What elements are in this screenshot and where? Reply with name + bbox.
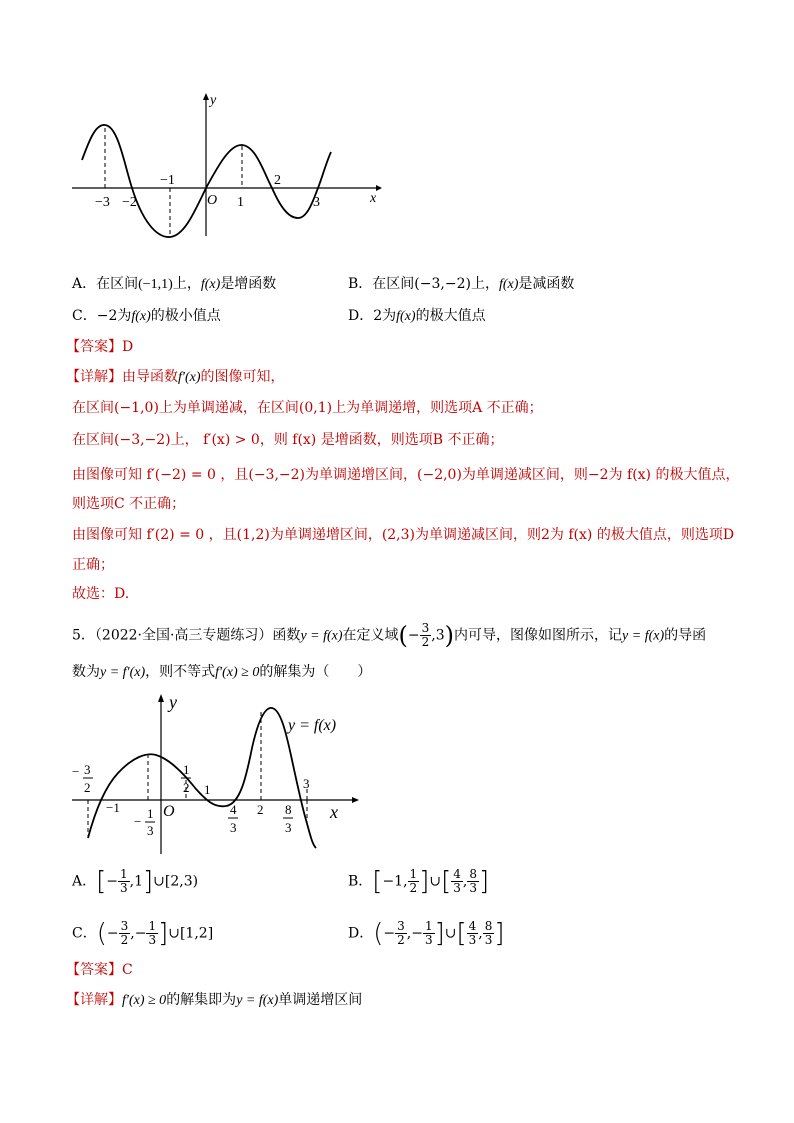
q4-detail-line8: 故选：D. (72, 586, 130, 602)
option-b-interval: (−3,−2) (414, 276, 471, 292)
q5-option-b: B．[−1, $\frac{1}{2}$ ]∪[ $\frac{4}{3}$ , $\frac{8}{3}$ ] (348, 866, 490, 897)
tick-neg3: −3 (95, 195, 110, 210)
q5-func: y = f(x) (622, 628, 665, 644)
q5-text: 内可导，图像如图所示，记 (454, 627, 623, 644)
tick-2: 2 (274, 173, 281, 188)
option-d-func: f(x) (396, 309, 416, 324)
tick-neg-three-halves-den: 2 (84, 780, 91, 795)
tick-one: 1 (204, 782, 211, 797)
q4-detail-line5: 则选项C 不正确； (72, 496, 186, 512)
origin-label: O (163, 803, 175, 820)
option-c-tail: ∪[1,2] (168, 925, 214, 942)
q5-text: 的导函 (664, 627, 707, 644)
q4-detail-line4: 由图像可知 f′(−2) = 0 ，且(−3,−2)为单调递增区间，(−2,0)为单调递减区间，则−2为 f(x) 的极大值点， (72, 467, 740, 483)
answer-value: C (122, 962, 133, 978)
tick-half-den: 2 (183, 780, 190, 795)
q4-detail-line1 (66, 367, 285, 388)
option-d-end: 的极大值点 (415, 308, 486, 324)
y-axis-label: y (210, 93, 217, 108)
derivative-graph-1 (60, 88, 390, 248)
answer-label: 【答案】 (66, 339, 122, 355)
q5-ineq: f′(x) ≥ 0 (215, 665, 260, 680)
svg-text:−: − (72, 764, 80, 779)
q4-option-c (72, 306, 221, 327)
option-d-prefix: D．2为 (348, 308, 397, 324)
option-a-func: f(x) (200, 277, 221, 292)
answer-label: 【答案】 (66, 962, 122, 978)
tick-neg1: −1 (160, 173, 175, 188)
tick-3: 3 (313, 195, 320, 210)
option-b-prefix: B．在区间 (348, 276, 415, 292)
x-axis-label: x (370, 191, 377, 206)
q5-text: 数为 (72, 664, 100, 680)
q5-func: y = f(x) (300, 628, 343, 644)
option-b-func: f(x) (498, 277, 519, 292)
q4-detail-line3: 在区间(−3,−2)上， f′(x) > 0，则 f(x) 是增函数，则选项B 不正确； (72, 432, 504, 448)
tick-half-num: 1 (183, 762, 190, 777)
q5-text: 在定义域 (342, 627, 399, 644)
frac-den: 2 (421, 635, 430, 649)
answer-value: D (122, 339, 134, 355)
curve-label: y = f(x) (288, 717, 337, 734)
q5-domain-frac (420, 622, 432, 649)
q4-option-d (348, 306, 486, 327)
option-d-label: D． (348, 925, 374, 942)
q5-option-c: C．(− $\frac{3}{2}$ ,− $\frac{1}{3}$ ]∪[1,2] (72, 918, 214, 949)
tick-four-thirds-num: 4 (230, 802, 237, 817)
option-a-tail: ∪[2,3) (153, 873, 199, 890)
tick-two: 2 (257, 802, 264, 817)
option-b-end: 是减函数 (518, 276, 575, 292)
q5-text: 的解集为（ ） (259, 664, 372, 680)
origin-label: O (207, 193, 218, 208)
option-a-prefix: A．在区间 (72, 276, 139, 292)
q5-option-a: A．[− $\frac{1}{3}$ ,1]∪[2,3) (72, 866, 199, 897)
q5-option-d: D．(− $\frac{3}{2}$ ,− $\frac{1}{3}$ ]∪[ $\frac{4}{3}$ , $\frac{8}{3}$ ] (348, 918, 505, 949)
q4-detail-line2: 在区间(−1,0)上为单调递减，在区间(0,1)上为单调递增，则选项A 不正确； (72, 400, 543, 416)
option-a-label: A． (72, 873, 97, 890)
tick-eight-thirds-num: 8 (285, 802, 292, 817)
tick-neg-three-halves-num: 3 (84, 762, 91, 777)
frac-num: 3 (421, 621, 430, 635)
tick-three: 3 (303, 776, 310, 791)
q5-source: 5．（2022·全国·高三专题练习）函数 (72, 627, 301, 644)
q5-stem-line2 (72, 662, 371, 683)
detail-text: 的图像可知， (200, 369, 285, 385)
detail-text: 的解集即为 (166, 992, 237, 1008)
option-c-end: 的极小值点 (150, 308, 221, 324)
option-a-end: 是增函数 (220, 276, 277, 292)
svg-text:−: − (134, 814, 142, 829)
q5-detail (66, 990, 362, 1011)
detail-ineq: f′(x) ≥ 0 (122, 993, 167, 1008)
option-a-mid: 上， (172, 276, 201, 292)
function-graph-2 (66, 688, 366, 860)
tick-eight-thirds-den: 3 (285, 820, 292, 835)
option-c-prefix: C．−2为 (72, 308, 132, 324)
option-c-func: f(x) (131, 309, 151, 324)
q4-detail-line7: 正确； (72, 557, 114, 573)
q4-option-b (348, 274, 574, 295)
q5-func: y = f′(x) (100, 665, 146, 680)
detail-text: 由导函数 (122, 369, 178, 385)
option-a-interval: (−1,1) (138, 277, 173, 292)
q5-stem-line1: 5．（2022·全国·高三专题练习）函数y = f(x)在定义域(− $\frac{3}{2}$ ,3)内可导，图像如图所示，记y = f(x)的导函 (72, 621, 707, 650)
tick-neg-one: −1 (106, 800, 120, 815)
detail-func: f′(x) (178, 370, 201, 385)
detail-text: 单调递增区间 (278, 992, 363, 1008)
q5-answer (66, 960, 133, 980)
option-b-label: B． (348, 873, 373, 890)
detail-label: 【详解】 (66, 369, 122, 385)
y-axis-label: y (169, 692, 177, 712)
detail-label: 【详解】 (66, 992, 122, 1008)
q5-text: ，则不等式 (145, 664, 216, 680)
tick-neg-one-third-num: 1 (147, 806, 154, 821)
q4-answer (66, 337, 133, 357)
tick-neg2: −2 (122, 195, 137, 210)
q4-option-a (72, 274, 276, 295)
tick-1: 1 (237, 195, 244, 210)
tick-neg-one-third-den: 3 (147, 823, 154, 838)
tick-four-thirds-den: 3 (230, 820, 237, 835)
x-axis-label: x (330, 802, 338, 822)
option-b-mid: 上， (470, 276, 499, 292)
detail-func: y = f(x) (236, 993, 279, 1008)
option-c-label: C． (72, 925, 97, 942)
q5-domain-end: 3 (435, 627, 445, 644)
q4-detail-line6: 由图像可知 f′(2) = 0 ，且(1,2)为单调递增区间，(2,3)为单调递减区间，则2为 f(x) 的极大值点，则选项D (72, 527, 735, 543)
